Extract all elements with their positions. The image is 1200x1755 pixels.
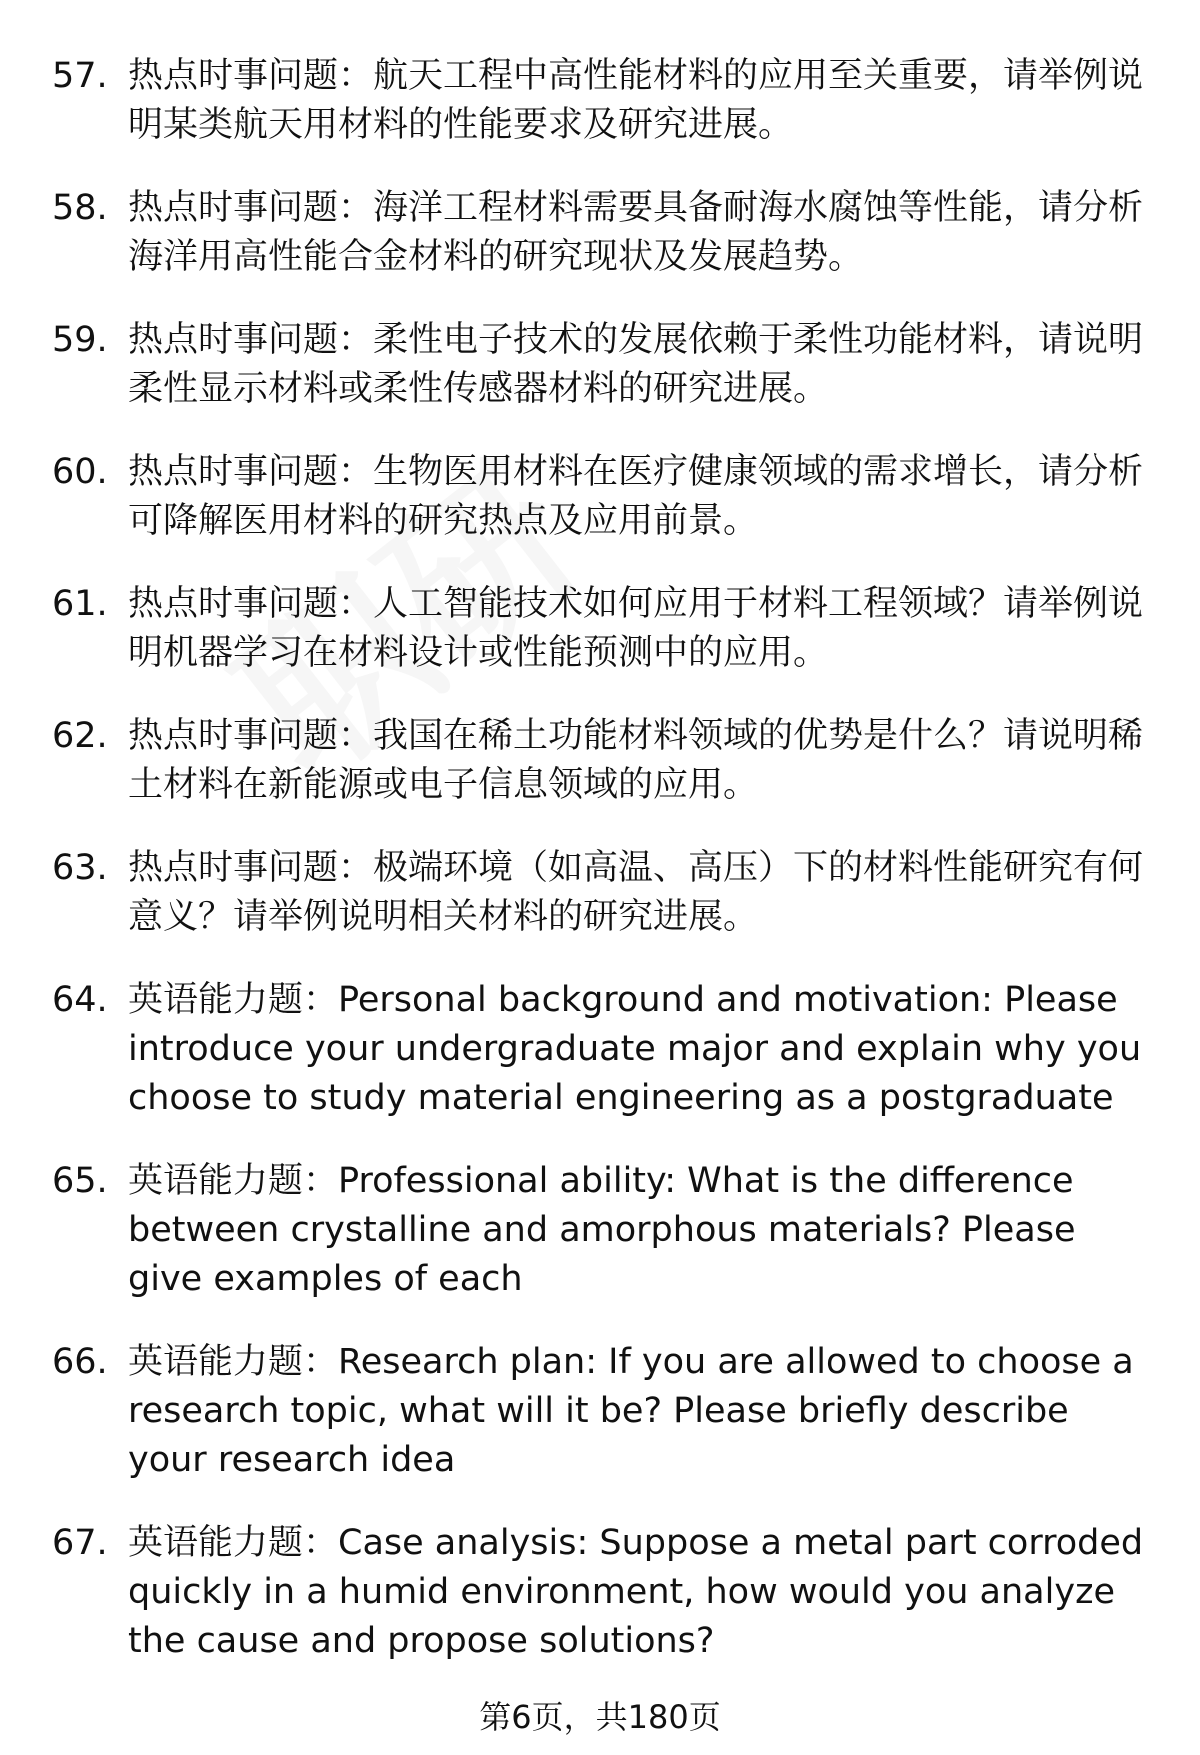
question-item-64 <box>52 976 1152 1123</box>
question-number: 59. <box>52 320 108 360</box>
question-number: 60. <box>52 452 108 492</box>
question-text: 热点时事问题：航天工程中高性能材料的应用至关重要，请举例说明某类航天用材料的性能要求及研究进展。 <box>128 56 1144 145</box>
question-text: 热点时事问题：生物医用材料在医疗健康领域的需求增长，请分析可降解医用材料的研究热点及应用前景。 <box>128 452 1144 541</box>
question-text: 热点时事问题：极端环境（如高温、高压）下的材料性能研究有何意义？请举例说明相关材料的研究进展。 <box>128 848 1144 937</box>
question-text: 英语能力题：Case analysis: Suppose a metal part corroded quickly in a humid environment, how would you analyze the cause and propose solutions? <box>128 1523 1144 1661</box>
question-item-63 <box>52 844 1152 942</box>
question-text: 英语能力题：Professional ability: What is the difference between crystalline and amorphous materials? Please give examples of each <box>128 1161 1076 1299</box>
question-item-57 <box>52 52 1152 150</box>
question-number: 62. <box>52 716 108 756</box>
question-text: 热点时事问题：我国在稀土功能材料领域的优势是什么？请说明稀土材料在新能源或电子信息领域的应用。 <box>128 716 1144 805</box>
question-number: 58. <box>52 188 108 228</box>
question-item-66 <box>52 1338 1152 1485</box>
question-number: 65. <box>52 1161 108 1201</box>
question-number: 61. <box>52 584 108 624</box>
question-item-65 <box>52 1157 1152 1304</box>
question-text: 热点时事问题：海洋工程材料需要具备耐海水腐蚀等性能，请分析海洋用高性能合金材料的研究现状及发展趋势。 <box>128 188 1144 277</box>
question-list <box>52 52 1152 1700</box>
question-item-67 <box>52 1519 1152 1666</box>
question-text: 英语能力题：Personal background and motivation: Please introduce your undergraduate major and explain why you choose to study material engineering as a postgraduate <box>128 980 1142 1118</box>
question-text: 热点时事问题：柔性电子技术的发展依赖于柔性功能材料，请说明柔性显示材料或柔性传感器材料的研究进展。 <box>128 320 1144 409</box>
question-item-60 <box>52 448 1152 546</box>
question-number: 67. <box>52 1523 108 1563</box>
page-number-footer: 第6页，共180页 <box>479 1698 721 1736</box>
question-item-58 <box>52 184 1152 282</box>
question-item-61 <box>52 580 1152 678</box>
question-item-59 <box>52 316 1152 414</box>
question-number: 57. <box>52 56 108 96</box>
question-number: 66. <box>52 1342 108 1382</box>
question-number: 63. <box>52 848 108 888</box>
question-text: 英语能力题：Research plan: If you are allowed to choose a research topic, what will it be? Please briefly describe your research idea <box>128 1342 1134 1480</box>
question-text: 热点时事问题：人工智能技术如何应用于材料工程领域？请举例说明机器学习在材料设计或性能预测中的应用。 <box>128 584 1144 673</box>
question-item-62 <box>52 712 1152 810</box>
question-number: 64. <box>52 980 108 1020</box>
